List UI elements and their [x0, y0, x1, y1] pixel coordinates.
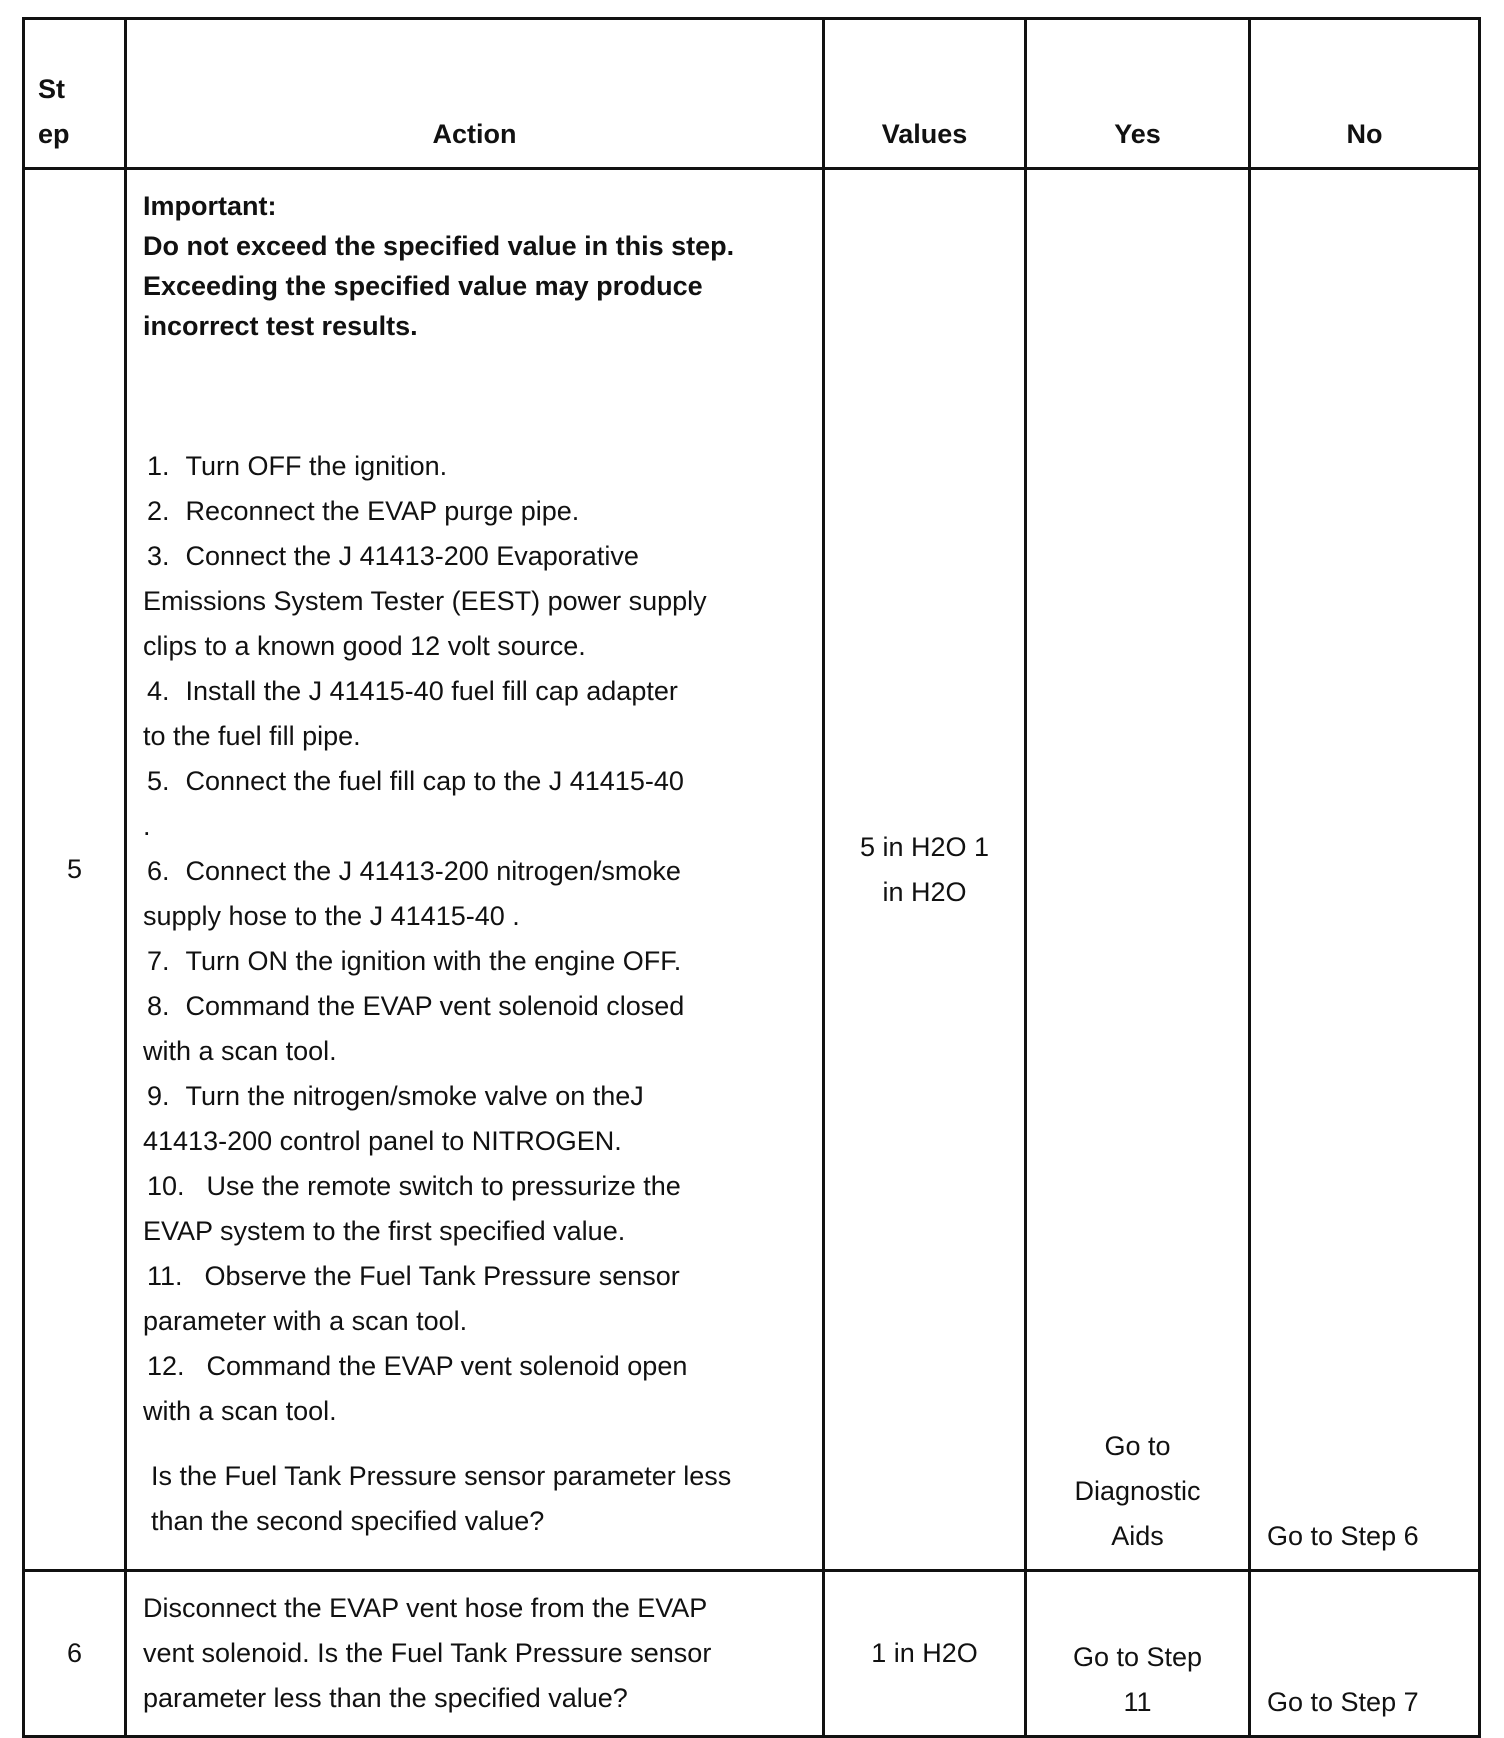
header-yes: Yes: [1026, 19, 1250, 169]
header-values: Values: [824, 19, 1026, 169]
instruction-item: 11. Observe the Fuel Tank Pressure sensor: [147, 1261, 680, 1291]
header-step-line1: St: [38, 74, 65, 104]
step-number: 6: [24, 1571, 126, 1737]
values-cell: 1 in H2O: [824, 1571, 1026, 1737]
header-step: [24, 19, 126, 169]
table-row: [24, 1571, 1480, 1737]
important-line: Exceeding the specified value may produce: [143, 271, 703, 301]
header-row: [24, 19, 1480, 169]
instruction-item: 7. Turn ON the ignition with the engine OFF.: [147, 946, 682, 976]
header-step-line2: ep: [38, 119, 70, 149]
action-cell: [126, 169, 824, 1571]
yes-cell: Go to Diagnostic Aids: [1026, 169, 1250, 1571]
instruction-continuation: 41413-200 control panel to NITROGEN.: [143, 1126, 622, 1156]
instruction-item: 4. Install the J 41415-40 fuel fill cap adapter: [147, 676, 678, 706]
instruction-item: 12. Command the EVAP vent solenoid open: [147, 1351, 688, 1381]
important-line: Do not exceed the specified value in this step.: [143, 231, 735, 261]
instruction-item: 6. Connect the J 41413-200 nitrogen/smoke: [147, 856, 681, 886]
yes-cell: Go to Step 11: [1026, 1571, 1250, 1737]
no-cell: Go to Step 6: [1250, 169, 1480, 1571]
instruction-list: [143, 444, 804, 1434]
instruction-continuation: Emissions System Tester (EEST) power supply: [143, 586, 707, 616]
table-row: [24, 169, 1480, 1571]
instruction-continuation: with a scan tool.: [143, 1036, 337, 1066]
instruction-item: 10. Use the remote switch to pressurize the: [147, 1171, 681, 1201]
instruction-item: 2. Reconnect the EVAP purge pipe.: [147, 496, 580, 526]
header-action: Action: [126, 19, 824, 169]
instruction-continuation: parameter with a scan tool.: [143, 1306, 468, 1336]
instruction-item: 5. Connect the fuel fill cap to the J 41415-40: [147, 766, 684, 796]
important-line: incorrect test results.: [143, 311, 418, 341]
instruction-continuation: to the fuel fill pipe.: [143, 721, 361, 751]
instruction-continuation: with a scan tool.: [143, 1396, 337, 1426]
question-text: Is the Fuel Tank Pressure sensor parameter less than the second specified value?: [151, 1461, 732, 1536]
instruction-item: 9. Turn the nitrogen/smoke valve on theJ: [147, 1081, 644, 1111]
instruction-continuation: clips to a known good 12 volt source.: [143, 631, 586, 661]
diagnostic-table: [22, 17, 1481, 1738]
instruction-continuation: supply hose to the J 41415-40 .: [143, 901, 520, 931]
action-cell: Disconnect the EVAP vent hose from the EVAP vent solenoid. Is the Fuel Tank Pressure sensor parameter less than the specified value?: [126, 1571, 824, 1737]
instruction-continuation: .: [143, 811, 151, 841]
values-cell: 5 in H2O 1 in H2O: [824, 169, 1026, 1571]
instruction-item: 8. Command the EVAP vent solenoid closed: [147, 991, 685, 1021]
step-number: 5: [24, 169, 126, 1571]
important-note: [143, 186, 804, 346]
no-cell: Go to Step 7: [1250, 1571, 1480, 1737]
important-title: Important:: [143, 191, 277, 221]
instruction-item: 3. Connect the J 41413-200 Evaporative: [147, 541, 639, 571]
instruction-continuation: EVAP system to the first specified value.: [143, 1216, 626, 1246]
instruction-item: 1. Turn OFF the ignition.: [147, 451, 448, 481]
header-no: No: [1250, 19, 1480, 169]
